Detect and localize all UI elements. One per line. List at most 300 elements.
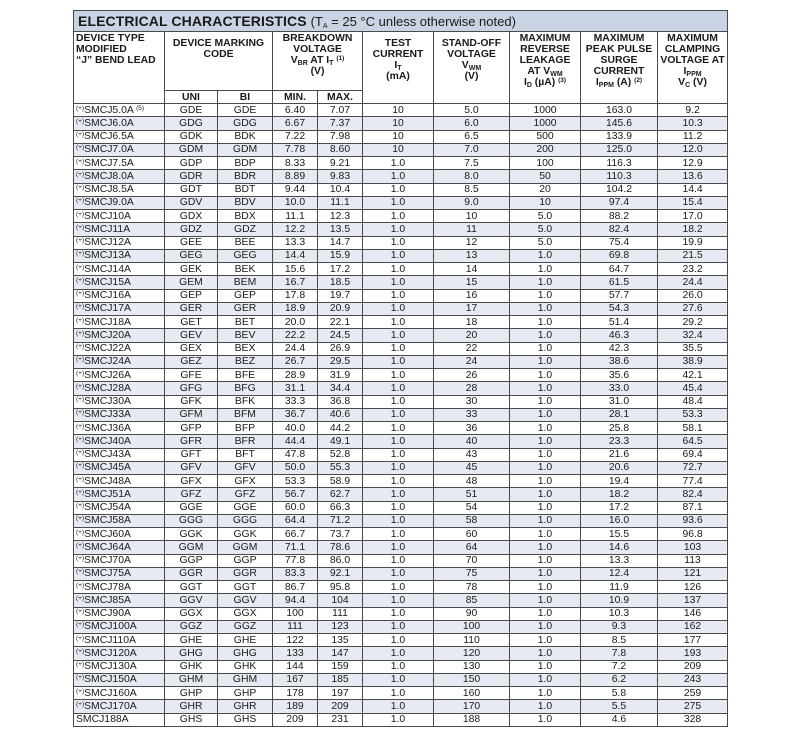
device-type-text: SMCJ7.5A — [84, 157, 134, 169]
cell-device — [74, 223, 165, 236]
footnote-five: (5) — [136, 104, 145, 112]
header-max: MAX. — [318, 91, 363, 104]
cell-test-current: 1.0 — [363, 355, 434, 368]
cell-bi: GGZ — [218, 620, 273, 633]
cell-vbr-min: 7.22 — [273, 130, 318, 143]
cell-uni: GHG — [165, 647, 218, 660]
cell-leakage: 1000 — [510, 117, 581, 130]
table-row — [74, 249, 728, 262]
cell-standoff: 5.0 — [434, 104, 510, 117]
cell-standoff: 17 — [434, 302, 510, 315]
cell-vbr-min: 40.0 — [273, 422, 318, 435]
table-row — [74, 263, 728, 276]
cell-leakage: 1.0 — [510, 448, 581, 461]
header-row-1 — [74, 32, 728, 91]
cell-leakage: 500 — [510, 130, 581, 143]
cell-peak-current: 19.4 — [581, 475, 658, 488]
cell-uni: GFX — [165, 475, 218, 488]
header-stand-off-voltage: STAND-OFF VOLTAGE $V_{WM}$ (V) — [434, 32, 510, 104]
table-row — [74, 422, 728, 435]
cell-leakage: 1.0 — [510, 528, 581, 541]
cell-vbr-min: 11.1 — [273, 210, 318, 223]
cell-uni: GFP — [165, 422, 218, 435]
cell-clamp-voltage: 77.4 — [658, 475, 728, 488]
cell-test-current: 1.0 — [363, 183, 434, 196]
device-type-text: SMCJ130A — [84, 661, 137, 673]
table-row — [74, 117, 728, 130]
cell-peak-current: 5.5 — [581, 700, 658, 713]
table-row — [74, 528, 728, 541]
footnote-plus: (+) — [76, 157, 85, 165]
footnote-plus: (+) — [76, 449, 85, 457]
cell-standoff: 10 — [434, 210, 510, 223]
cell-uni: GEX — [165, 342, 218, 355]
cell-vbr-max: 104 — [318, 594, 363, 607]
cell-device — [74, 369, 165, 382]
header-min: MIN. — [273, 91, 318, 104]
cell-bi: GGG — [218, 514, 273, 527]
device-type-text: SMCJ6.0A — [84, 117, 134, 129]
cell-peak-current: 12.4 — [581, 567, 658, 580]
cell-standoff: 64 — [434, 541, 510, 554]
cell-leakage: 1.0 — [510, 329, 581, 342]
cell-vbr-min: 56.7 — [273, 488, 318, 501]
device-type-text: SMCJ8.0A — [84, 170, 134, 182]
cell-leakage: 1.0 — [510, 514, 581, 527]
table-row — [74, 104, 728, 117]
cell-device — [74, 316, 165, 329]
device-type-text: SMCJ160A — [84, 687, 137, 699]
cell-clamp-voltage: 24.4 — [658, 276, 728, 289]
table-row — [74, 620, 728, 633]
cell-peak-current: 38.6 — [581, 355, 658, 368]
footnote-plus: (+) — [76, 197, 85, 205]
footnote-plus: (+) — [76, 184, 85, 192]
cell-clamp-voltage: 126 — [658, 581, 728, 594]
cell-test-current: 1.0 — [363, 647, 434, 660]
cell-device — [74, 501, 165, 514]
cell-test-current: 1.0 — [363, 170, 434, 183]
cell-uni: GER — [165, 302, 218, 315]
cell-test-current: 1.0 — [363, 249, 434, 262]
footnote-plus: (+) — [76, 422, 85, 430]
cell-leakage: 1.0 — [510, 289, 581, 302]
cell-peak-current: 116.3 — [581, 157, 658, 170]
header-device-type: DEVICE TYPE MODIFIED “J” BEND LEAD — [74, 32, 165, 104]
cell-test-current: 1.0 — [363, 713, 434, 726]
cell-test-current: 1.0 — [363, 660, 434, 673]
cell-clamp-voltage: 121 — [658, 567, 728, 580]
cell-clamp-voltage: 113 — [658, 554, 728, 567]
cell-vbr-max: 14.7 — [318, 236, 363, 249]
cell-vbr-max: 95.8 — [318, 581, 363, 594]
device-type-text: SMCJ10A — [84, 210, 131, 222]
cell-bi: GDG — [218, 117, 273, 130]
cell-test-current: 10 — [363, 143, 434, 156]
cell-leakage: 1.0 — [510, 422, 581, 435]
cell-vbr-max: 11.1 — [318, 196, 363, 209]
cell-bi: GGK — [218, 528, 273, 541]
device-type-text: SMCJ9.0A — [84, 197, 134, 209]
cell-vbr-min: 24.4 — [273, 342, 318, 355]
cell-vbr-max: 44.2 — [318, 422, 363, 435]
cell-peak-current: 13.3 — [581, 554, 658, 567]
cell-device — [74, 514, 165, 527]
cell-bi: BFG — [218, 382, 273, 395]
cell-test-current: 1.0 — [363, 422, 434, 435]
device-type-text: SMCJ188A — [76, 714, 129, 726]
cell-bi: GHS — [218, 713, 273, 726]
cell-bi: GHK — [218, 660, 273, 673]
cell-device — [74, 395, 165, 408]
cell-test-current: 1.0 — [363, 196, 434, 209]
table-row — [74, 382, 728, 395]
cell-clamp-voltage: 15.4 — [658, 196, 728, 209]
cell-clamp-voltage: 193 — [658, 647, 728, 660]
cell-vbr-min: 71.1 — [273, 541, 318, 554]
device-type-text: SMCJ6.5A — [84, 131, 134, 143]
cell-vbr-min: 167 — [273, 673, 318, 686]
cell-clamp-voltage: 64.5 — [658, 435, 728, 448]
cell-clamp-voltage: 328 — [658, 713, 728, 726]
footnote-plus: (+) — [76, 608, 85, 616]
cell-clamp-voltage: 243 — [658, 673, 728, 686]
cell-vbr-min: 53.3 — [273, 475, 318, 488]
cell-uni: GHR — [165, 700, 218, 713]
cell-standoff: 58 — [434, 514, 510, 527]
cell-standoff: 11 — [434, 223, 510, 236]
cell-peak-current: 88.2 — [581, 210, 658, 223]
cell-device — [74, 607, 165, 620]
cell-clamp-voltage: 14.4 — [658, 183, 728, 196]
cell-vbr-min: 26.7 — [273, 355, 318, 368]
cell-clamp-voltage: 42.1 — [658, 369, 728, 382]
footnote-plus: (+) — [76, 687, 85, 695]
cell-device — [74, 660, 165, 673]
cell-vbr-min: 14.4 — [273, 249, 318, 262]
cell-test-current: 1.0 — [363, 236, 434, 249]
cell-clamp-voltage: 10.3 — [658, 117, 728, 130]
cell-peak-current: 42.3 — [581, 342, 658, 355]
cell-test-current: 1.0 — [363, 528, 434, 541]
cell-vbr-min: 209 — [273, 713, 318, 726]
cell-leakage: 10 — [510, 196, 581, 209]
cell-standoff: 170 — [434, 700, 510, 713]
cell-standoff: 22 — [434, 342, 510, 355]
cell-vbr-max: 22.1 — [318, 316, 363, 329]
cell-clamp-voltage: 162 — [658, 620, 728, 633]
cell-leakage: 5.0 — [510, 223, 581, 236]
cell-clamp-voltage: 259 — [658, 687, 728, 700]
cell-vbr-max: 15.9 — [318, 249, 363, 262]
cell-vbr-max: 123 — [318, 620, 363, 633]
cell-vbr-max: 7.07 — [318, 104, 363, 117]
cell-vbr-max: 34.4 — [318, 382, 363, 395]
cell-test-current: 1.0 — [363, 276, 434, 289]
cell-leakage: 1.0 — [510, 355, 581, 368]
device-type-text: SMCJ58A — [84, 515, 131, 527]
footnote-plus: (+) — [76, 621, 85, 629]
cell-device — [74, 488, 165, 501]
cell-bi: BDP — [218, 157, 273, 170]
cell-vbr-max: 9.83 — [318, 170, 363, 183]
cell-vbr-min: 20.0 — [273, 316, 318, 329]
footnote-plus: (+) — [76, 409, 85, 417]
cell-vbr-max: 40.6 — [318, 408, 363, 421]
cell-bi: GFZ — [218, 488, 273, 501]
cell-standoff: 24 — [434, 355, 510, 368]
cell-device — [74, 435, 165, 448]
cell-test-current: 1.0 — [363, 700, 434, 713]
footnote-plus: (+) — [76, 131, 85, 139]
cell-vbr-max: 62.7 — [318, 488, 363, 501]
cell-uni: GET — [165, 316, 218, 329]
cell-standoff: 16 — [434, 289, 510, 302]
cell-clamp-voltage: 48.4 — [658, 395, 728, 408]
cell-standoff: 150 — [434, 673, 510, 686]
cell-vbr-max: 73.7 — [318, 528, 363, 541]
device-type-text: SMCJ85A — [84, 594, 131, 606]
footnote-plus: (+) — [76, 170, 85, 178]
cell-device — [74, 713, 165, 726]
cell-device — [74, 700, 165, 713]
footnote-plus: (+) — [76, 343, 85, 351]
device-type-text: SMCJ45A — [84, 462, 131, 474]
cell-peak-current: 14.6 — [581, 541, 658, 554]
cell-test-current: 1.0 — [363, 634, 434, 647]
device-type-text: SMCJ7.0A — [84, 144, 134, 156]
cell-uni: GGV — [165, 594, 218, 607]
footnote-plus: (+) — [76, 316, 85, 324]
cell-bi: GGT — [218, 581, 273, 594]
footnote-plus: (+) — [76, 581, 85, 589]
cell-clamp-voltage: 17.0 — [658, 210, 728, 223]
device-type-text: SMCJ28A — [84, 382, 131, 394]
cell-standoff: 85 — [434, 594, 510, 607]
cell-device — [74, 475, 165, 488]
cell-bi: BET — [218, 316, 273, 329]
cell-bi: BDT — [218, 183, 273, 196]
device-type-text: SMCJ13A — [84, 250, 131, 262]
cell-bi: BFE — [218, 369, 273, 382]
cell-peak-current: 31.0 — [581, 395, 658, 408]
electrical-characteristics-table — [73, 10, 728, 727]
cell-uni: GFG — [165, 382, 218, 395]
cell-vbr-max: 71.2 — [318, 514, 363, 527]
cell-device — [74, 554, 165, 567]
cell-clamp-voltage: 38.9 — [658, 355, 728, 368]
cell-peak-current: 97.4 — [581, 196, 658, 209]
cell-vbr-min: 15.6 — [273, 263, 318, 276]
table-row — [74, 143, 728, 156]
cell-device — [74, 461, 165, 474]
table-row — [74, 302, 728, 315]
cell-vbr-min: 133 — [273, 647, 318, 660]
table-row — [74, 289, 728, 302]
footnote-plus: (+) — [76, 515, 85, 523]
footnote-plus: (+) — [76, 263, 85, 271]
cell-device — [74, 382, 165, 395]
cell-device — [74, 143, 165, 156]
footnote-plus: (+) — [76, 210, 85, 218]
cell-uni: GGE — [165, 501, 218, 514]
cell-leakage: 1.0 — [510, 567, 581, 580]
cell-vbr-min: 50.0 — [273, 461, 318, 474]
cell-leakage: 1.0 — [510, 713, 581, 726]
cell-peak-current: 8.5 — [581, 634, 658, 647]
table-row — [74, 170, 728, 183]
cell-uni: GGT — [165, 581, 218, 594]
cell-peak-current: 110.3 — [581, 170, 658, 183]
device-type-text: SMCJ18A — [84, 316, 131, 328]
footnote-plus: (+) — [76, 674, 85, 682]
electrical-characteristics-sheet — [73, 10, 727, 727]
header-max-clamping-voltage: MAXIMUM CLAMPING VOLTAGE AT $I_{PPM}$ $V_C$ (V) — [658, 32, 728, 104]
device-type-text: SMCJ12A — [84, 237, 131, 249]
cell-peak-current: 163.0 — [581, 104, 658, 117]
header-test-current: TEST CURRENT $I_T$ (mA) — [363, 32, 434, 104]
footnote-plus: (+) — [76, 356, 85, 364]
cell-uni: GDR — [165, 170, 218, 183]
cell-vbr-max: 10.4 — [318, 183, 363, 196]
cell-bi: BFM — [218, 408, 273, 421]
device-type-text: SMCJ16A — [84, 290, 131, 302]
cell-bi: GHR — [218, 700, 273, 713]
cell-vbr-max: 36.8 — [318, 395, 363, 408]
cell-clamp-voltage: 103 — [658, 541, 728, 554]
cell-vbr-min: 7.78 — [273, 143, 318, 156]
cell-uni: GGG — [165, 514, 218, 527]
table-title — [74, 11, 728, 32]
cell-vbr-max: 58.9 — [318, 475, 363, 488]
footnote-plus: (+) — [76, 555, 85, 563]
cell-test-current: 1.0 — [363, 607, 434, 620]
cell-standoff: 8.0 — [434, 170, 510, 183]
cell-uni: GEM — [165, 276, 218, 289]
cell-device — [74, 130, 165, 143]
cell-vbr-min: 66.7 — [273, 528, 318, 541]
cell-test-current: 1.0 — [363, 369, 434, 382]
footnote-plus: (+) — [76, 104, 85, 112]
cell-peak-current: 20.6 — [581, 461, 658, 474]
cell-leakage: 1.0 — [510, 634, 581, 647]
cell-device — [74, 408, 165, 421]
cell-uni: GGM — [165, 541, 218, 554]
cell-clamp-voltage: 21.5 — [658, 249, 728, 262]
table-row — [74, 316, 728, 329]
device-type-text: SMCJ70A — [84, 555, 131, 567]
cell-vbr-max: 78.6 — [318, 541, 363, 554]
footnote-plus: (+) — [76, 250, 85, 258]
cell-peak-current: 61.5 — [581, 276, 658, 289]
cell-vbr-min: 6.40 — [273, 104, 318, 117]
cell-leakage: 1.0 — [510, 435, 581, 448]
cell-vbr-min: 44.4 — [273, 435, 318, 448]
cell-uni: GDM — [165, 143, 218, 156]
cell-peak-current: 133.9 — [581, 130, 658, 143]
table-row — [74, 488, 728, 501]
device-type-text: SMCJ170A — [84, 700, 137, 712]
cell-bi: GDE — [218, 104, 273, 117]
cell-clamp-voltage: 82.4 — [658, 488, 728, 501]
device-type-text: SMCJ51A — [84, 488, 131, 500]
cell-device — [74, 263, 165, 276]
cell-bi: BEE — [218, 236, 273, 249]
cell-vbr-min: 18.9 — [273, 302, 318, 315]
cell-test-current: 1.0 — [363, 594, 434, 607]
footnote-plus: (+) — [76, 329, 85, 337]
cell-device — [74, 210, 165, 223]
footnote-plus: (+) — [76, 290, 85, 298]
footnote-plus: (+) — [76, 276, 85, 284]
cell-test-current: 1.0 — [363, 448, 434, 461]
cell-peak-current: 51.4 — [581, 316, 658, 329]
cell-uni: GGK — [165, 528, 218, 541]
cell-vbr-min: 17.8 — [273, 289, 318, 302]
cell-clamp-voltage: 137 — [658, 594, 728, 607]
device-type-text: SMCJ17A — [84, 303, 131, 315]
cell-vbr-min: 83.3 — [273, 567, 318, 580]
cell-vbr-max: 12.3 — [318, 210, 363, 223]
cell-vbr-max: 13.5 — [318, 223, 363, 236]
cell-bi: BEZ — [218, 355, 273, 368]
table-row — [74, 355, 728, 368]
cell-peak-current: 82.4 — [581, 223, 658, 236]
cell-bi: GER — [218, 302, 273, 315]
device-type-text: SMCJ33A — [84, 409, 131, 421]
cell-device — [74, 620, 165, 633]
device-type-text: SMCJ36A — [84, 422, 131, 434]
cell-peak-current: 18.2 — [581, 488, 658, 501]
cell-uni: GFT — [165, 448, 218, 461]
cell-bi: GHP — [218, 687, 273, 700]
cell-standoff: 40 — [434, 435, 510, 448]
cell-test-current: 1.0 — [363, 223, 434, 236]
device-type-text: SMCJ11A — [84, 223, 131, 235]
cell-vbr-max: 8.60 — [318, 143, 363, 156]
cell-standoff: 9.0 — [434, 196, 510, 209]
cell-peak-current: 23.3 — [581, 435, 658, 448]
cell-standoff: 20 — [434, 329, 510, 342]
device-type-text: SMCJ78A — [84, 581, 131, 593]
cell-device — [74, 647, 165, 660]
cell-device — [74, 183, 165, 196]
cell-clamp-voltage: 209 — [658, 660, 728, 673]
cell-uni: GDE — [165, 104, 218, 117]
cell-standoff: 75 — [434, 567, 510, 580]
cell-leakage: 1.0 — [510, 302, 581, 315]
cell-clamp-voltage: 72.7 — [658, 461, 728, 474]
table-row — [74, 448, 728, 461]
cell-clamp-voltage: 9.2 — [658, 104, 728, 117]
cell-peak-current: 104.2 — [581, 183, 658, 196]
cell-peak-current: 10.9 — [581, 594, 658, 607]
cell-vbr-min: 16.7 — [273, 276, 318, 289]
cell-standoff: 90 — [434, 607, 510, 620]
cell-peak-current: 9.3 — [581, 620, 658, 633]
cell-vbr-min: 64.4 — [273, 514, 318, 527]
cell-device — [74, 422, 165, 435]
cell-vbr-max: 135 — [318, 634, 363, 647]
cell-vbr-min: 28.9 — [273, 369, 318, 382]
cell-vbr-max: 19.7 — [318, 289, 363, 302]
cell-uni: GGR — [165, 567, 218, 580]
cell-bi: BEV — [218, 329, 273, 342]
cell-clamp-voltage: 87.1 — [658, 501, 728, 514]
device-type-text: SMCJ43A — [84, 449, 131, 461]
device-type-text: SMCJ120A — [84, 647, 137, 659]
cell-leakage: 1.0 — [510, 581, 581, 594]
